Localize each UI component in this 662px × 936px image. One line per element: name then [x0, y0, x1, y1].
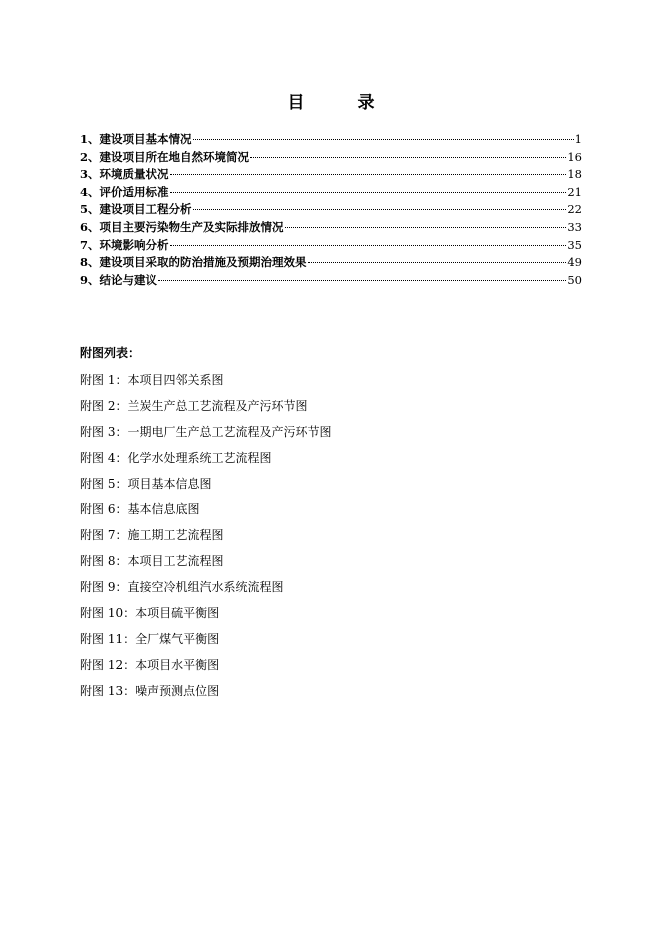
toc-entry-label: 9、结论与建议	[80, 272, 158, 287]
toc-entry-label: 1、建设项目基本情况	[80, 132, 192, 146]
toc-entry[interactable]	[80, 219, 582, 237]
figure-list-item: 附图 12：本项目水平衡图	[80, 657, 220, 672]
figure-list-item: 附图 13：噪声预测点位图	[80, 683, 220, 698]
figure-list-item: 附图 5：项目基本信息图	[80, 476, 212, 491]
toc-entry-page: 35	[567, 237, 582, 252]
toc-entry-label: 3、环境质量状况	[80, 167, 169, 182]
toc-leader-dots	[250, 157, 566, 158]
figure-list-item: 附图 7：施工期工艺流程图	[80, 528, 224, 543]
page-title: 目 录	[287, 93, 393, 113]
toc-entry-page: 1	[574, 132, 582, 146]
toc-entry-page: 49	[567, 255, 582, 270]
toc-entry-label: 8、建设项目采取的防治措施及预期治理效果	[80, 255, 307, 270]
toc-entry-label: 2、建设项目所在地自然环境简况	[80, 149, 249, 164]
toc-leader-dots	[285, 227, 567, 228]
toc-entry-page: 21	[567, 184, 582, 199]
toc-entry-page: 50	[567, 272, 582, 287]
figure-list-item: 附图 9：直接空冷机组汽水系统流程图	[80, 580, 284, 595]
toc-entry-page: 16	[567, 149, 582, 164]
toc-entry[interactable]	[80, 272, 582, 290]
toc-entry-page: 33	[567, 219, 582, 234]
figure-list-item: 附图 10：本项目硫平衡图	[80, 606, 220, 621]
toc-leader-dots	[193, 209, 567, 210]
figure-list-item: 附图 1：本项目四邻关系图	[80, 373, 224, 387]
toc-entry-label: 4、评价适用标准	[80, 184, 169, 199]
toc-entry-label: 5、建设项目工程分析	[80, 202, 192, 217]
toc-entry-page: 22	[567, 202, 582, 217]
toc-entry[interactable]	[80, 201, 582, 219]
figures-heading: 附图列表：	[80, 346, 141, 360]
figure-list-item: 附图 11：全厂煤气平衡图	[80, 631, 220, 646]
figure-list-item: 附图 3：一期电厂生产总工艺流程及产污环节图	[80, 424, 332, 439]
toc-entry[interactable]	[80, 149, 582, 167]
toc-leader-dots	[158, 280, 566, 281]
toc-entry[interactable]	[80, 166, 582, 184]
figures-list	[80, 368, 331, 705]
toc-leader-dots	[170, 192, 567, 193]
toc-entry-label: 6、项目主要污染物生产及实际排放情况	[80, 219, 284, 234]
figure-list-item: 附图 6：基本信息底图	[80, 502, 200, 517]
figure-list-item: 附图 4：化学水处理系统工艺流程图	[80, 450, 272, 465]
figure-list-item: 附图 2：兰炭生产总工艺流程及产污环节图	[80, 398, 308, 413]
figure-list-item: 附图 8：本项目工艺流程图	[80, 554, 224, 569]
toc-leader-dots	[170, 174, 567, 175]
table-of-contents	[80, 131, 582, 289]
toc-entry[interactable]	[80, 237, 582, 255]
toc-entry-page: 18	[567, 167, 582, 182]
toc-leader-dots	[308, 262, 567, 263]
toc-leader-dots	[193, 139, 574, 140]
toc-entry[interactable]	[80, 254, 582, 272]
toc-entry[interactable]	[80, 184, 582, 202]
toc-entry[interactable]	[80, 131, 582, 149]
toc-leader-dots	[170, 245, 567, 246]
toc-entry-label: 7、环境影响分析	[80, 237, 169, 252]
